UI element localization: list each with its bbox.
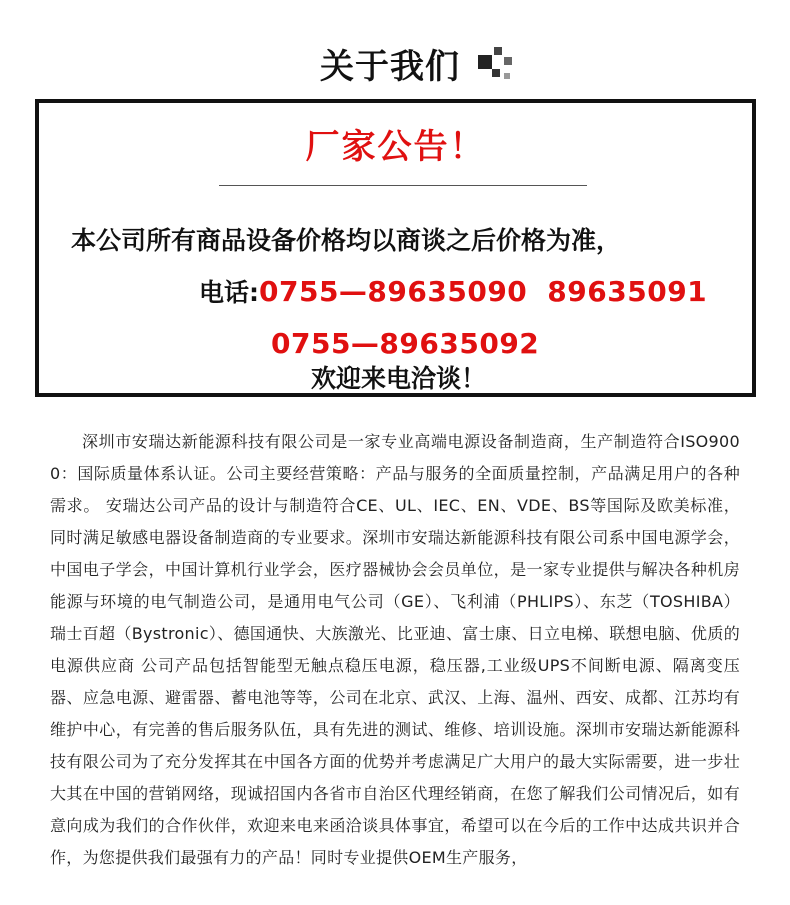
company-intro-paragraph: 深圳市安瑞达新能源科技有限公司是一家专业高端电源设备制造商，生产制造符合ISO9000：国际质量体系认证。公司主要经营策略：产品与服务的全面质量控制，产品满足用户的各种需求。 安瑞达公司产品的设计与制造符合CE、UL、IEC、EN、VDE、BS等国际及欧美标准，同时满足敏感电器设备制造商的专业要求。深圳市安瑞达新能源科技有限公司系中国电源学会，中国电子学会，中国计算机行业学会，医疗器械协会会员单位，是一家专业提供与解决各种机房能源与环境的电气制造公司，是通用电气公司（GE）、飞利浦（PHLIPS）、东芝（TOSHIBA）瑞士百超（Bystronic）、德国通快、大族激光、比亚迪、富士康、日立电梯、联想电脑、优质的电源供应商 公司产品包括智能型无触点稳压电源，稳压器,工业级UPS不间断电源、隔离变压器、应急电源、避雷器、蓄电池等等，公司在北京、武汉、上海、温州、西安、成都、江苏均有维护中心，有完善的售后服务队伍，具有先进的测试、维修、培训设施。深圳市安瑞达新能源科技有限公司为了充分发挥其在中国各方面的优势并考虑满足广大用户的最大实际需要，进一步壮大其在中国的营销网络，现诚招国内各省市自治区代理经销商，在您了解我们公司情况后，如有意向成为我们的合作伙伴，欢迎来电来函洽谈具体事宜，希望可以在今后的工作中达成共识并合作，为您提供我们最强有力的产品！同时专业提供OEM生产服务， xyxy=(50,432,740,867)
welcome-text: 欢迎来电洽谈！ xyxy=(311,364,487,393)
phone-number-3: 0755—89635092 xyxy=(271,327,540,360)
notice-divider xyxy=(219,185,587,186)
page-title: 关于我们 xyxy=(320,47,460,87)
price-notice-text: 本公司所有商品设备价格均以商谈之后价格为准， xyxy=(71,226,622,255)
page-header xyxy=(0,36,790,88)
phone-number-1: 0755—89635090 xyxy=(259,275,528,308)
phone-label: 电话: xyxy=(199,278,259,307)
phone-row xyxy=(199,273,707,309)
notice-box xyxy=(35,99,756,397)
pixel-square-decoration-icon xyxy=(478,45,514,81)
notice-title: 厂家公告！ xyxy=(305,127,486,167)
phone-number-2: 89635091 xyxy=(547,275,708,308)
